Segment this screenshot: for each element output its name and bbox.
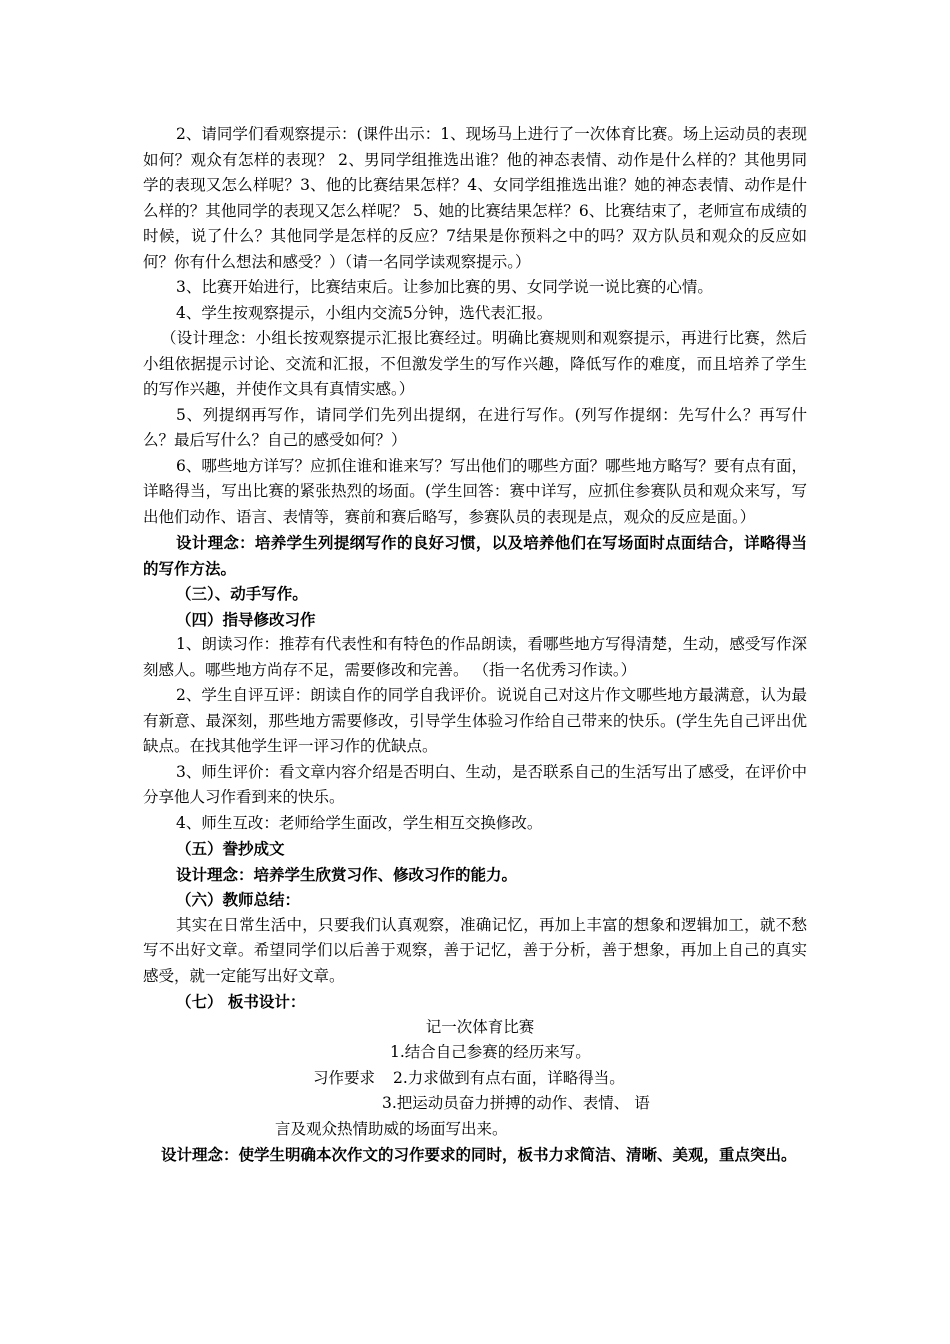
paragraph-design-note-1: （设计理念：小组长按观察提示汇报比赛经过。明确比赛规则和观察提示，再进行比赛，然后小组依据提示讨论、交流和汇报，不但激发学生的写作兴趣，降低写作的难度，而且培养了学生的写作兴趣，并使作文具有真情实感。） — [143, 329, 807, 398]
document-body — [143, 122, 807, 1168]
heading-section-4: （四）指导修改习作 — [176, 609, 316, 629]
paragraph-step-4: 4、学生按观察提示，小组内交流5分钟，选代表汇报。 — [176, 303, 553, 322]
paragraph-step-6: 6、哪些地方详写？应抓住谁和谁来写？写出他们的哪些方面？哪些地方略写？要有点有面，详略得当，写出比赛的紧张热烈的场面。(学生回答：赛中详写，应抓住参赛队员和观众来写，写出他们动作、语言、表情等，赛前和赛后略写，参赛队员的表现是点，观众的反应是面。） — [143, 456, 807, 526]
blackboard-item-3-continued: 言及观众热情助威的场面写出来。 — [275, 1119, 508, 1138]
blackboard-design — [143, 1015, 807, 1143]
heading-section-5: （五）誊抄成文 — [176, 839, 285, 858]
heading-section-6: （六）教师总结： — [176, 890, 301, 909]
paragraph-revise-1: 1、朗读习作：推荐有代表性和有特色的作品朗读，看哪些地方写得清楚，生动，感受写作深刻感人。哪些地方尚存不足，需要修改和完善。 （指一名优秀习作读。） — [143, 635, 807, 679]
paragraph-revise-3: 3、师生评价：看文章内容介绍是否明白、生动，是否联系自己的生活写出了感受，在评价中分享他人习作看到来的快乐。 — [143, 762, 807, 806]
paragraph-revise-2: 2、学生自评互评：朗读自作的同学自我评价。说说自己对这片作文哪些地方最满意，认为最有新意、最深刻，那些地方需要修改，引导学生体验习作给自己带来的快乐。(学生先自己评出优缺点。在找其他学生评一评习作的优缺点。 — [143, 686, 807, 755]
blackboard-item-2-row — [143, 1066, 807, 1092]
heading-section-7: （七） 板书设计： — [176, 992, 306, 1011]
paragraph-observation-hints: 2、请同学们看观察提示：(课件出示：1、现场马上进行了一次体育比赛。场上运动员的表现如何？观众有怎样的表现？ 2、男同学组推选出谁？他的神态表情、动作是什么样的？其他男同学的表现又怎么样呢？3、他的比赛结果怎样？4、女同学组推选出谁？她的神态表情、动作是什么样的？其他同学的表现又怎么样呢？ 5、她的比赛结果怎样？6、比赛结束了，老师宣布成绩的时候，说了什么？其他同学是怎样的反应？7结果是你预料之中的吗？双方队员和观众的反应如何？你有什么想法和感受？）（请一名同学读观察提示。） — [143, 125, 807, 271]
blackboard-item-2: 2.力求做到有点右面，详略得当。 — [393, 1068, 625, 1087]
paragraph-step-3: 3、比赛开始进行，比赛结束后。让参加比赛的男、女同学说一说比赛的心情。 — [176, 278, 713, 296]
blackboard-title: 记一次体育比赛 — [425, 1017, 535, 1036]
paragraph-teacher-summary: 其实在日常生活中，只要我们认真观察，准确记忆，再加上丰富的想象和逻辑加工，就不愁写不出好文章。希望同学们以后善于观察，善于记忆，善于分析，善于想象，再加上自己的真实感受，就一定能写出好文章。 — [143, 915, 807, 985]
paragraph-design-note-3: 设计理念：培养学生欣赏习作、修改习作的能力。 — [176, 864, 518, 884]
blackboard-item-1: 1.结合自己参赛的经历来写。 — [390, 1043, 591, 1061]
paragraph-step-5: 5、列提纲再写作，请同学们先列出提纲，在进行写作。(列写作提纲：先写什么？再写什么？最后写什么？自己的感受如何？） — [143, 405, 807, 449]
blackboard-label: 习作要求 — [313, 1068, 376, 1087]
paragraph-design-note-final: 设计理念：使学生明确本次作文的习作要求的同时，板书力求简洁、清晰、美观，重点突出。 — [161, 1145, 797, 1164]
heading-section-3: （三）、动手写作。 — [176, 584, 308, 603]
paragraph-design-note-2: 设计理念：培养学生列提纲写作的良好习惯，以及培养他们在写场面时点面结合，详略得当的写作方法。 — [143, 533, 807, 578]
paragraph-revise-4: 4、师生互改：老师给学生面改，学生相互交换修改。 — [176, 813, 543, 832]
blackboard-item-3: 3.把运动员奋力拼搏的动作、表情、 语 — [382, 1094, 650, 1112]
